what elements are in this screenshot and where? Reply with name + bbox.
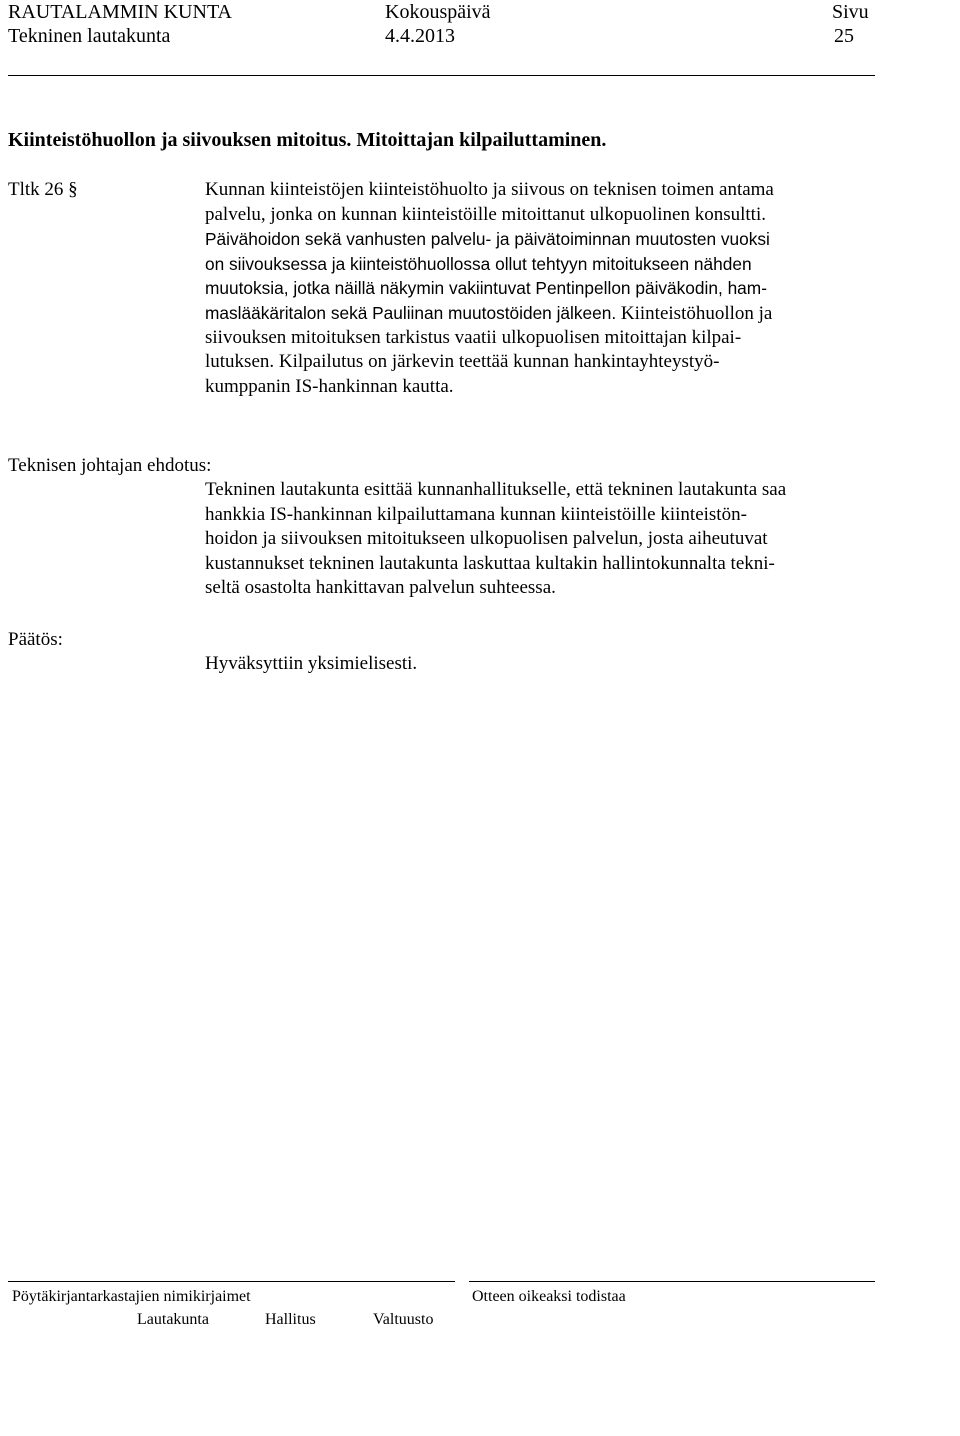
proposal-label: Teknisen johtajan ehdotus: [8, 455, 212, 476]
page-label: Sivu [832, 1, 869, 23]
proposal-line: Tekninen lautakunta esittää kunnanhallitukselle, että tekninen lautakunta saa [205, 479, 787, 500]
section-title: Kiinteistöhuollon ja siivouksen mitoitus. Mitoittajan kilpailuttaminen. [8, 129, 607, 151]
proposal-line: seltä osastolta hankittavan palvelun suhteessa. [205, 577, 556, 599]
initials-col-council: Valtuusto [373, 1311, 434, 1328]
certified-label: Otteen oikeaksi todistaa [472, 1288, 626, 1305]
body-line: siivouksen mitoituksen tarkistus vaatii ulkopuolisen mitoittajan kilpai- [205, 326, 742, 348]
body-line-part: maslääkäritalon sekä Pauliinan muutostöiden jälkeen. [205, 302, 617, 323]
body-line [205, 301, 774, 326]
body-line: on siivouksessa ja kiinteistöhuollossa ollut tehtyyn mitoitukseen nähden [205, 253, 752, 274]
proposal-line: kustannukset tekninen lautakunta laskuttaa kultakin hallintokunnalta tekni- [205, 552, 775, 574]
initials-col-government: Hallitus [265, 1311, 316, 1328]
item-label: Tltk 26 § [8, 179, 78, 200]
meeting-date-label: Kokouspäivä [385, 1, 491, 23]
footer-divider-right [469, 1281, 875, 1282]
initials-col-board: Lautakunta [137, 1311, 209, 1328]
decision-text: Hyväksyttiin yksimielisesti. [205, 653, 418, 674]
body-line: palvelu, jonka on kunnan kiinteistöille mitoittanut ulkopuolinen konsultti. [205, 203, 766, 225]
board-name: Tekninen lautakunta [8, 25, 171, 47]
footer-divider-left [8, 1281, 455, 1282]
header-divider [8, 75, 875, 76]
body-line: Kunnan kiinteistöjen kiinteistöhuolto ja siivous on teknisen toimen antama [205, 179, 774, 200]
body-line: Päivähoidon sekä vanhusten palvelu- ja päivätoiminnan muutosten vuoksi [205, 229, 770, 250]
meeting-date-value: 4.4.2013 [385, 25, 455, 47]
body-line: lutuksen. Kilpailutus on järkevin teettää kunnan hankintayhteystyö- [205, 351, 720, 373]
body-line: kumppanin IS-hankinnan kautta. [205, 375, 454, 397]
proposal-line: hankkia IS-hankinnan kilpailuttamana kunnan kiinteistöille kiinteistön- [205, 503, 747, 525]
municipality-name: RAUTALAMMIN KUNTA [8, 1, 233, 23]
proposal-line: hoidon ja siivouksen mitoitukseen ulkopuolisen palvelun, josta aiheutuvat [205, 528, 768, 550]
initials-label: Pöytäkirjantarkastajien nimikirjaimet [12, 1288, 251, 1305]
body-line: muutoksia, jotka näillä näkymin vakiintuvat Pentinpellon päiväkodin, ham- [205, 278, 767, 299]
proposal-body [205, 478, 786, 601]
decision-label: Päätös: [8, 629, 63, 650]
body-line-part: Kiinteistöhuollon ja [620, 302, 773, 324]
page-number: 25 [834, 25, 854, 47]
section-body [205, 178, 774, 399]
